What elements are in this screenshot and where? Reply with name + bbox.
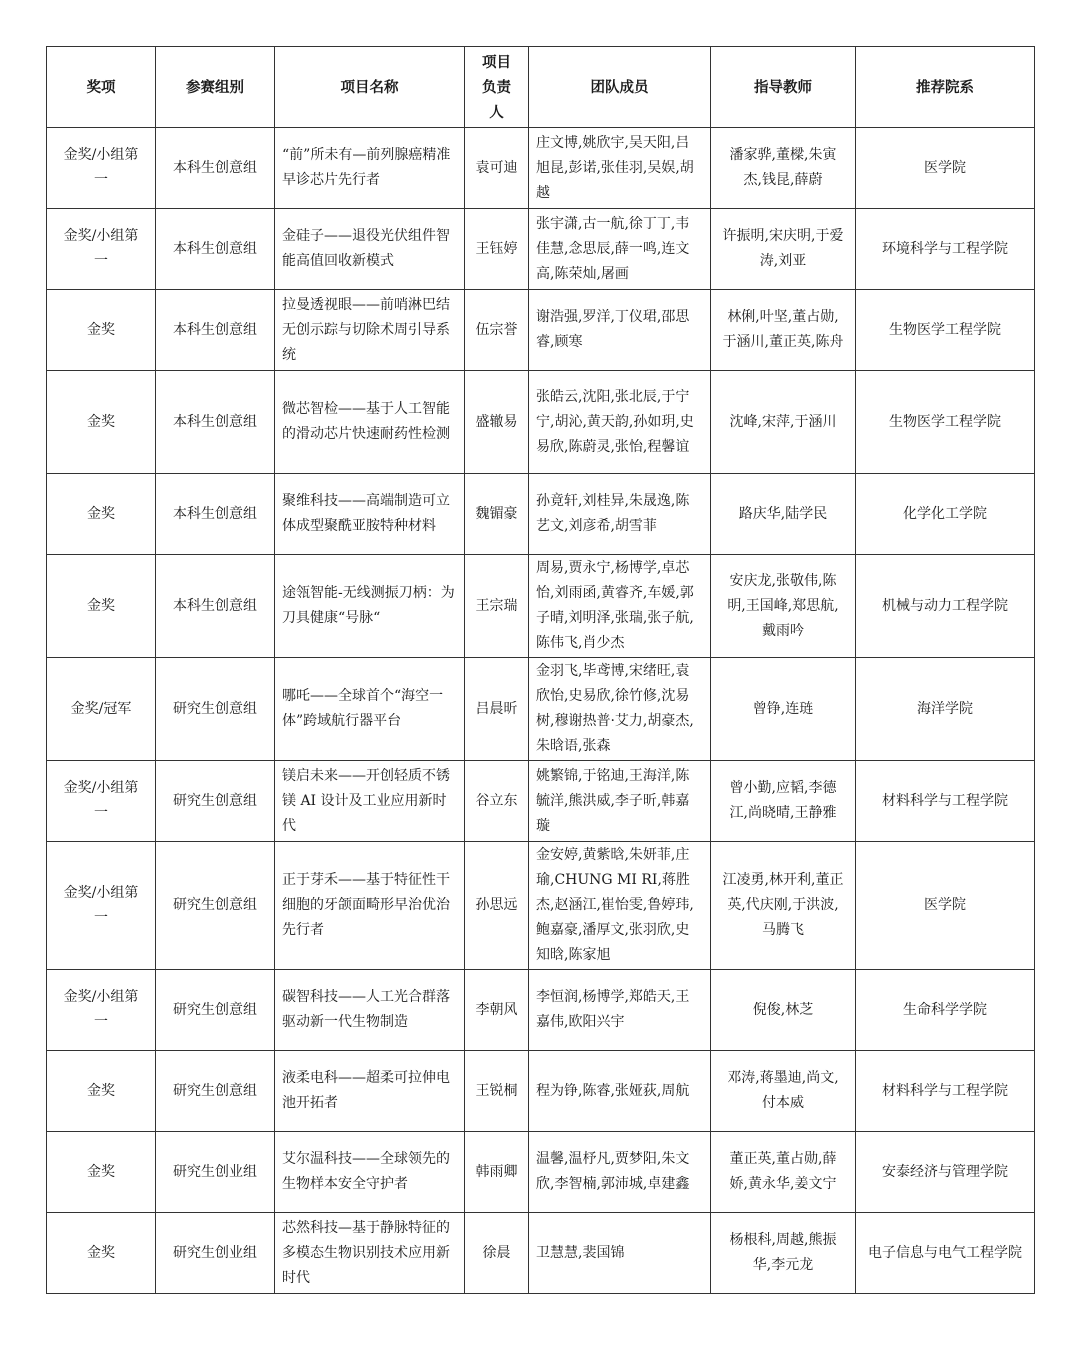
cell-school: 电子信息与电气工程学院 bbox=[856, 1213, 1035, 1294]
cell-leader: 伍宗誉 bbox=[465, 290, 529, 371]
cell-group: 研究生创业组 bbox=[156, 1213, 275, 1294]
cell-leader: 王钰婷 bbox=[465, 209, 529, 290]
cell-group: 研究生创意组 bbox=[156, 842, 275, 970]
cell-leader: 袁可迪 bbox=[465, 128, 529, 209]
cell-project: 镁启未来——开创轻质不锈镁 AI 设计及工业应用新时代 bbox=[275, 761, 465, 842]
cell-project: 正于芽禾——基于特征性干细胞的牙颌面畸形早治优治先行者 bbox=[275, 842, 465, 970]
cell-members: 周易,贾永宁,杨博学,卓芯怡,刘雨函,黄睿齐,车媛,郭子晴,刘明泽,张瑞,张子航,陈伟飞,肖少杰 bbox=[529, 555, 711, 658]
cell-award: 金奖 bbox=[47, 474, 156, 555]
cell-group: 本科生创意组 bbox=[156, 555, 275, 658]
cell-project: 金硅子——退役光伏组件智能高值回收新模式 bbox=[275, 209, 465, 290]
table-row bbox=[47, 1051, 1035, 1132]
header-advisors: 指导教师 bbox=[711, 47, 856, 128]
table-row bbox=[47, 555, 1035, 658]
cell-members: 谢浩强,罗洋,丁仪珺,邵思睿,顾寒 bbox=[529, 290, 711, 371]
cell-project: 拉曼透视眼——前哨淋巴结无创示踪与切除术周引导系统 bbox=[275, 290, 465, 371]
cell-advisors: 潘家骅,董樑,朱寅杰,钱昆,薛蔚 bbox=[711, 128, 856, 209]
cell-school: 环境科学与工程学院 bbox=[856, 209, 1035, 290]
cell-members: 孙竟轩,刘桂异,朱晟逸,陈艺文,刘彦希,胡雪菲 bbox=[529, 474, 711, 555]
header-group: 参赛组别 bbox=[156, 47, 275, 128]
cell-group: 本科生创意组 bbox=[156, 290, 275, 371]
cell-members: 温馨,温杼凡,贾梦阳,朱文欣,李智楠,郭沛城,卓建鑫 bbox=[529, 1132, 711, 1213]
header-school: 推荐院系 bbox=[856, 47, 1035, 128]
cell-group: 研究生创意组 bbox=[156, 1051, 275, 1132]
cell-group: 研究生创业组 bbox=[156, 1132, 275, 1213]
cell-leader: 魏镅豪 bbox=[465, 474, 529, 555]
cell-school: 材料科学与工程学院 bbox=[856, 1051, 1035, 1132]
cell-advisors: 安庆龙,张敬伟,陈明,王国峰,郑思航,戴雨吟 bbox=[711, 555, 856, 658]
cell-leader: 盛辙易 bbox=[465, 371, 529, 474]
cell-award: 金奖 bbox=[47, 1132, 156, 1213]
cell-members: 庄文博,姚欣宇,吴天阳,吕旭昆,彭诺,张佳羽,吴娱,胡越 bbox=[529, 128, 711, 209]
table-row bbox=[47, 1132, 1035, 1213]
table-row bbox=[47, 970, 1035, 1051]
cell-school: 生命科学学院 bbox=[856, 970, 1035, 1051]
cell-advisors: 董正英,董占勋,薛娇,黄永华,姜文宁 bbox=[711, 1132, 856, 1213]
cell-leader: 李朝风 bbox=[465, 970, 529, 1051]
cell-project: 哪吒——全球首个“海空一体”跨域航行器平台 bbox=[275, 658, 465, 761]
cell-advisors: 江凌勇,林开利,董正英,代庆刚,于洪波,马腾飞 bbox=[711, 842, 856, 970]
cell-members: 卫慧慧,裴国锦 bbox=[529, 1213, 711, 1294]
cell-members: 张皓云,沈阳,张北辰,于宁宁,胡沁,黄天韵,孙如玥,史易欣,陈蔚灵,张怡,程馨谊 bbox=[529, 371, 711, 474]
cell-group: 研究生创意组 bbox=[156, 658, 275, 761]
cell-award: 金奖/小组第一 bbox=[47, 761, 156, 842]
header-leader: 项目负责人 bbox=[465, 47, 529, 128]
cell-award: 金奖 bbox=[47, 371, 156, 474]
table-row bbox=[47, 474, 1035, 555]
table-row bbox=[47, 371, 1035, 474]
cell-award: 金奖 bbox=[47, 290, 156, 371]
cell-award: 金奖 bbox=[47, 1213, 156, 1294]
table-row bbox=[47, 658, 1035, 761]
cell-project: “前”所未有—前列腺癌精准早诊芯片先行者 bbox=[275, 128, 465, 209]
cell-advisors: 倪俊,林芝 bbox=[711, 970, 856, 1051]
cell-group: 研究生创意组 bbox=[156, 761, 275, 842]
header-members: 团队成员 bbox=[529, 47, 711, 128]
cell-project: 碳智科技——人工光合群落驱动新一代生物制造 bbox=[275, 970, 465, 1051]
table-row bbox=[47, 1213, 1035, 1294]
cell-school: 化学化工学院 bbox=[856, 474, 1035, 555]
header-award: 奖项 bbox=[47, 47, 156, 128]
cell-advisors: 路庆华,陆学民 bbox=[711, 474, 856, 555]
cell-school: 安泰经济与管理学院 bbox=[856, 1132, 1035, 1213]
cell-members: 姚繁锦,于铭迪,王海洋,陈毓洋,熊洪威,李子昕,韩嘉璇 bbox=[529, 761, 711, 842]
table-row bbox=[47, 842, 1035, 970]
table-row bbox=[47, 128, 1035, 209]
cell-advisors: 林俐,叶坚,董占勋,于涵川,董正英,陈舟 bbox=[711, 290, 856, 371]
cell-project: 艾尔温科技——全球领先的生物样本安全守护者 bbox=[275, 1132, 465, 1213]
cell-project: 微芯智检——基于人工智能的滑动芯片快速耐药性检测 bbox=[275, 371, 465, 474]
cell-project: 芯然科技—基于静脉特征的多模态生物识别技术应用新时代 bbox=[275, 1213, 465, 1294]
cell-advisors: 邓涛,蒋墨迪,尚文,付本威 bbox=[711, 1051, 856, 1132]
cell-school: 材料科学与工程学院 bbox=[856, 761, 1035, 842]
cell-members: 张宇潇,古一航,徐丁丁,韦佳慧,念思辰,薛一鸣,连文高,陈荣灿,屠画 bbox=[529, 209, 711, 290]
cell-project: 聚维科技——高端制造可立体成型聚酰亚胺特种材料 bbox=[275, 474, 465, 555]
cell-group: 本科生创意组 bbox=[156, 209, 275, 290]
cell-advisors: 曾小勤,应韬,李德江,尚晓晴,王静雅 bbox=[711, 761, 856, 842]
header-row bbox=[47, 47, 1035, 128]
cell-advisors: 许振明,宋庆明,于爱涛,刘亚 bbox=[711, 209, 856, 290]
cell-leader: 吕晨昕 bbox=[465, 658, 529, 761]
cell-leader: 徐晨 bbox=[465, 1213, 529, 1294]
cell-group: 研究生创意组 bbox=[156, 970, 275, 1051]
cell-award: 金奖/小组第一 bbox=[47, 128, 156, 209]
cell-advisors: 杨根科,周越,熊振华,李元龙 bbox=[711, 1213, 856, 1294]
cell-group: 本科生创意组 bbox=[156, 474, 275, 555]
cell-project: 液柔电科——超柔可拉伸电池开拓者 bbox=[275, 1051, 465, 1132]
award-table bbox=[46, 46, 1035, 1294]
cell-advisors: 沈峰,宋萍,于涵川 bbox=[711, 371, 856, 474]
cell-award: 金奖/小组第一 bbox=[47, 209, 156, 290]
cell-project: 途瓴智能-无线测振刀柄：为刀具健康“号脉“ bbox=[275, 555, 465, 658]
cell-award: 金奖/冠军 bbox=[47, 658, 156, 761]
table-row bbox=[47, 290, 1035, 371]
cell-group: 本科生创意组 bbox=[156, 128, 275, 209]
cell-school: 海洋学院 bbox=[856, 658, 1035, 761]
cell-members: 金安婷,黄紫晗,朱妍菲,庄瑜,CHUNG MI RI,蒋胜杰,赵涵江,崔怡雯,鲁婷玮,鲍嘉豪,潘厚文,张羽欣,史知晗,陈家旭 bbox=[529, 842, 711, 970]
cell-school: 医学院 bbox=[856, 128, 1035, 209]
table-row bbox=[47, 209, 1035, 290]
cell-leader: 孙思远 bbox=[465, 842, 529, 970]
table-header bbox=[47, 47, 1035, 128]
cell-group: 本科生创意组 bbox=[156, 371, 275, 474]
cell-advisors: 曾铮,连琏 bbox=[711, 658, 856, 761]
cell-award: 金奖/小组第一 bbox=[47, 842, 156, 970]
cell-school: 生物医学工程学院 bbox=[856, 371, 1035, 474]
cell-leader: 王宗瑞 bbox=[465, 555, 529, 658]
cell-leader: 王锐桐 bbox=[465, 1051, 529, 1132]
cell-members: 金羽飞,毕鸢博,宋绪旺,袁欣怡,史易欣,徐竹修,沈易树,穆谢热普·艾力,胡豪杰,朱晗语,张森 bbox=[529, 658, 711, 761]
cell-award: 金奖/小组第一 bbox=[47, 970, 156, 1051]
header-project: 项目名称 bbox=[275, 47, 465, 128]
cell-school: 生物医学工程学院 bbox=[856, 290, 1035, 371]
cell-members: 程为铮,陈睿,张娅荻,周航 bbox=[529, 1051, 711, 1132]
cell-leader: 谷立东 bbox=[465, 761, 529, 842]
table-row bbox=[47, 761, 1035, 842]
cell-award: 金奖 bbox=[47, 1051, 156, 1132]
cell-award: 金奖 bbox=[47, 555, 156, 658]
cell-members: 李恒润,杨博学,郑皓天,王嘉伟,欧阳兴宇 bbox=[529, 970, 711, 1051]
cell-leader: 韩雨卿 bbox=[465, 1132, 529, 1213]
cell-school: 机械与动力工程学院 bbox=[856, 555, 1035, 658]
table-body bbox=[47, 128, 1035, 1294]
cell-school: 医学院 bbox=[856, 842, 1035, 970]
